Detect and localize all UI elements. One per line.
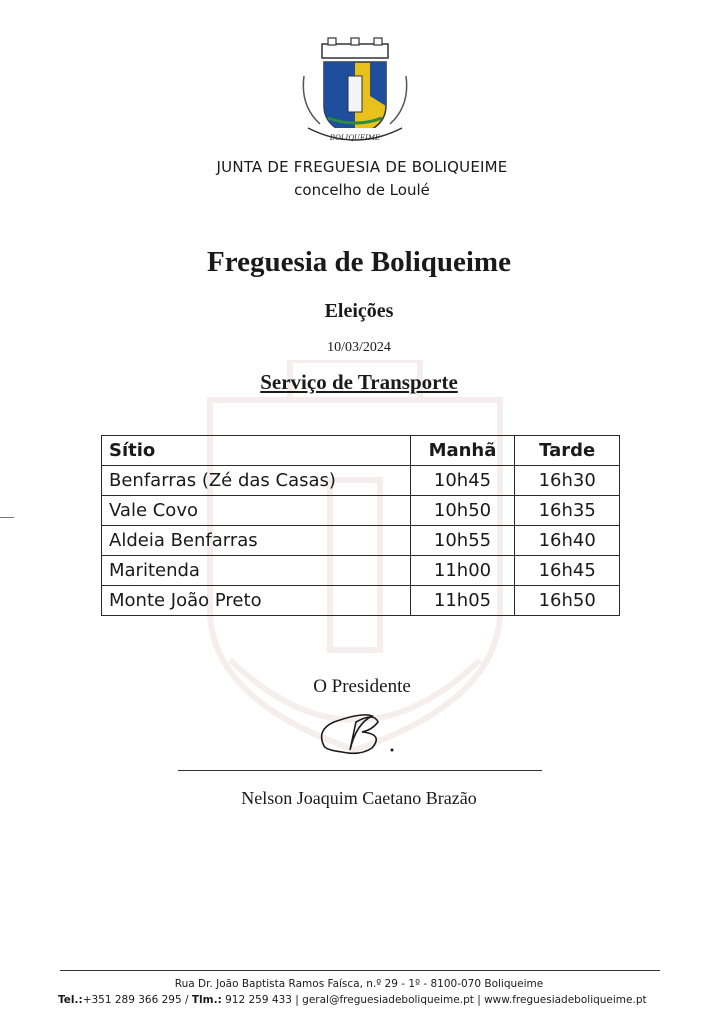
cell-site: Maritenda xyxy=(102,556,411,586)
handwritten-signature xyxy=(312,700,412,760)
table-row xyxy=(102,556,620,586)
margin-mark xyxy=(0,517,14,518)
cell-afternoon: 16h30 xyxy=(515,466,620,496)
cell-site: Benfarras (Zé das Casas) xyxy=(102,466,411,496)
page-title: Freguesia de Boliqueime xyxy=(207,246,511,278)
cell-morning: 10h55 xyxy=(410,526,515,556)
cell-site: Monte João Preto xyxy=(102,586,411,616)
footer-mobile: 912 259 433 xyxy=(225,994,292,1006)
boliqueime-crest-logo xyxy=(300,36,410,148)
cell-afternoon: 16h35 xyxy=(515,496,620,526)
cell-morning: 11h05 xyxy=(410,586,515,616)
transport-schedule-table xyxy=(101,435,620,616)
cell-site: Vale Covo xyxy=(102,496,411,526)
footer-divider xyxy=(60,970,660,971)
cell-afternoon: 16h40 xyxy=(515,526,620,556)
footer-email-link[interactable]: geral@freguesiadeboliqueime.pt xyxy=(302,994,474,1006)
cell-afternoon: 16h50 xyxy=(515,586,620,616)
footer-address: Rua Dr. João Baptista Ramos Faísca, n.º 29 - 1º - 8100-070 Boliqueime xyxy=(174,978,544,990)
org-name: JUNTA DE FREGUESIA DE BOLIQUEIME xyxy=(216,158,508,176)
cell-morning: 10h50 xyxy=(410,496,515,526)
signature-line xyxy=(178,770,542,771)
column-header-afternoon: Tarde xyxy=(515,436,620,466)
org-municipality: concelho de Loulé xyxy=(294,181,430,199)
crest-label: BOLIQUEIME xyxy=(329,134,381,142)
footer-contacts: Tel.:+351 289 366 295 / Tlm.: 912 259 433 | geral@freguesiadeboliqueime.pt | www.freguesiadeboliqueime.pt xyxy=(58,994,647,1006)
table-row xyxy=(102,586,620,616)
column-header-morning: Manhã xyxy=(410,436,515,466)
table-row xyxy=(102,496,620,526)
column-header-site: Sítio xyxy=(102,436,411,466)
cell-site: Aldeia Benfarras xyxy=(102,526,411,556)
document-date: 10/03/2024 xyxy=(327,340,391,355)
table-row xyxy=(102,466,620,496)
signatory-role: O Presidente xyxy=(313,676,411,697)
table-row xyxy=(102,526,620,556)
cell-morning: 11h00 xyxy=(410,556,515,586)
cell-morning: 10h45 xyxy=(410,466,515,496)
section-title: Serviço de Transporte xyxy=(260,370,458,394)
cell-afternoon: 16h45 xyxy=(515,556,620,586)
footer-website-link[interactable]: www.freguesiadeboliqueime.pt xyxy=(484,994,647,1006)
signatory-name: Nelson Joaquim Caetano Brazão xyxy=(241,788,477,808)
table-header-row xyxy=(102,436,620,466)
footer-tel: +351 289 366 295 xyxy=(82,994,182,1006)
page-subtitle: Eleições xyxy=(324,300,394,322)
footer-tel-label: Tel.: xyxy=(58,994,83,1006)
footer-mobile-label: Tlm.: xyxy=(191,994,222,1006)
